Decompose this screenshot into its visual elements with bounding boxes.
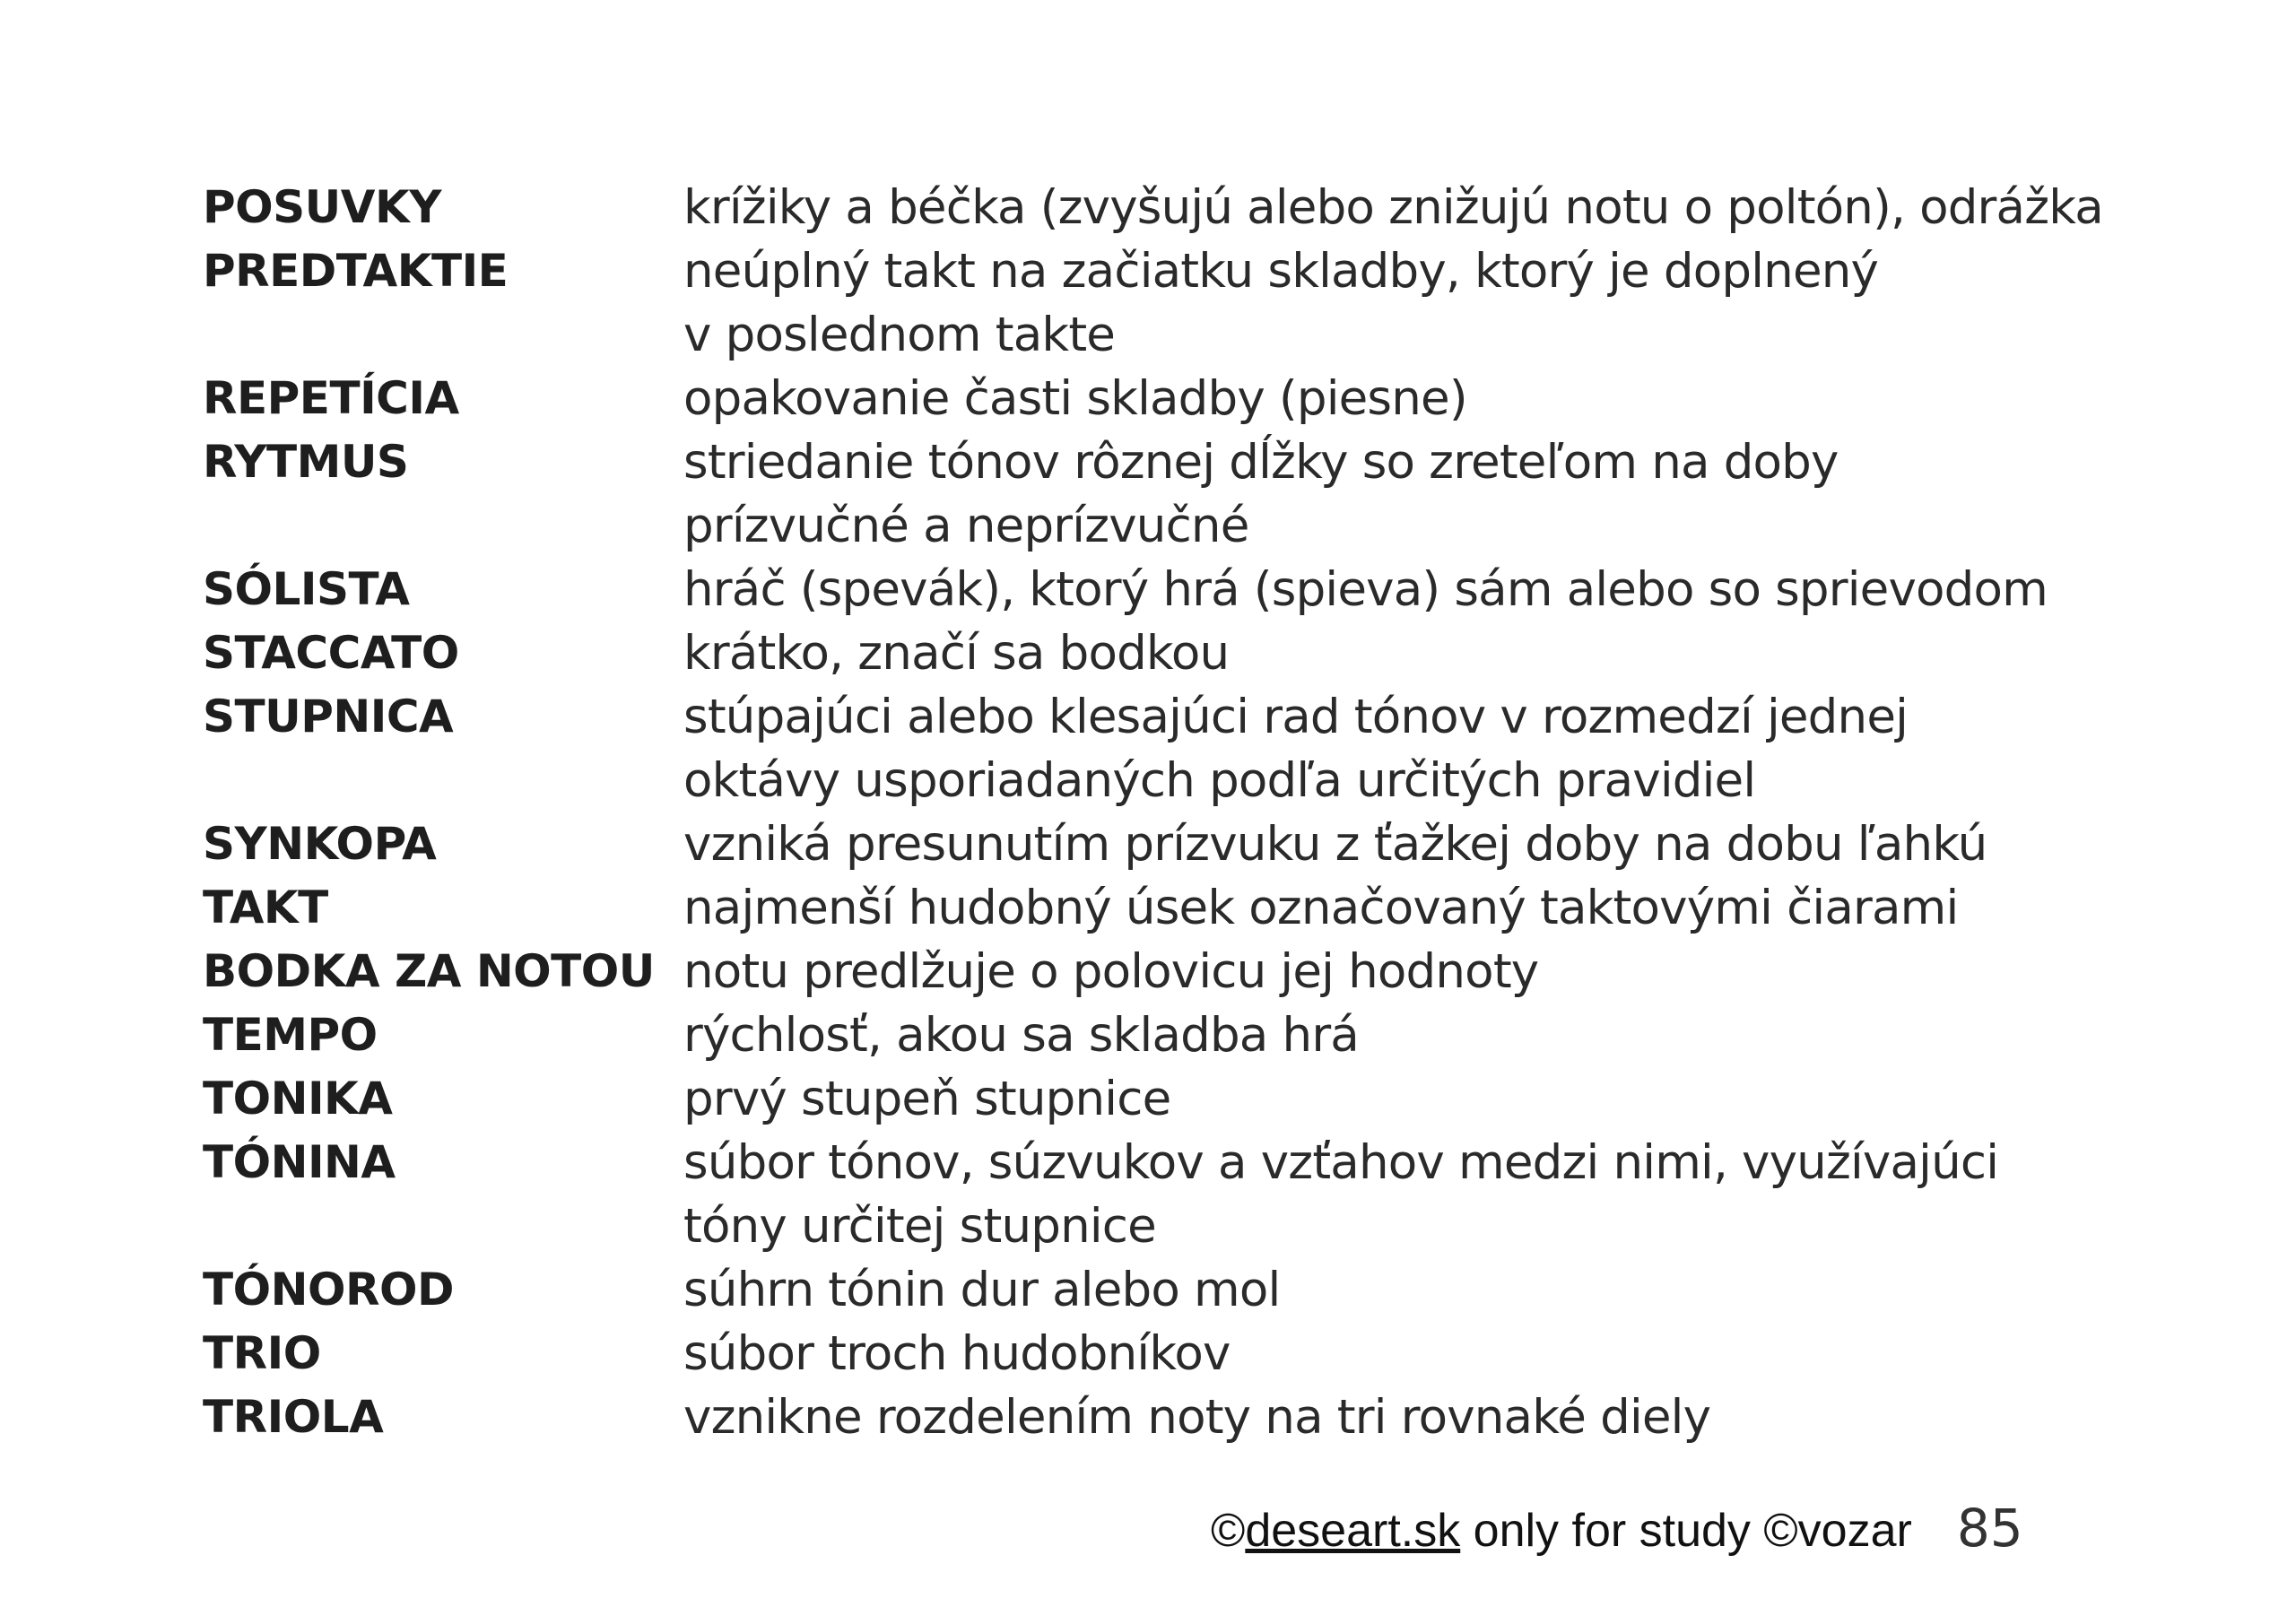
- glossary-definition: [683, 1003, 2176, 1067]
- glossary-entry: [203, 812, 2176, 876]
- glossary-term: SYNKOPA: [203, 818, 437, 870]
- definition-line: prvý stupeň stupnice: [683, 1072, 1171, 1126]
- definition-line: tóny určitej stupnice: [683, 1199, 1156, 1254]
- definition-line: oktávy usporiadaných podľa určitých pravidiel: [683, 753, 1756, 808]
- glossary-entry: [203, 685, 2176, 812]
- glossary-term: BODKA ZA NOTOU: [203, 945, 655, 997]
- glossary-term: RYTMUS: [203, 436, 409, 488]
- glossary-definition: [683, 1385, 2176, 1449]
- glossary-entry: [203, 621, 2176, 685]
- definition-line: najmenší hudobný úsek označovaný taktovými čiarami: [683, 881, 1959, 935]
- glossary-entry: [203, 176, 2176, 239]
- definition-line: v poslednom takte: [683, 308, 1116, 362]
- footer-copyright: [1211, 1504, 1912, 1558]
- definition-line: notu predlžuje o polovicu jej hodnoty: [683, 944, 1539, 999]
- glossary-entry: [203, 367, 2176, 430]
- glossary-entry: [203, 940, 2176, 1003]
- definition-line: striedanie tónov rôznej dĺžky so zreteľom na doby: [683, 435, 1839, 490]
- glossary-term: TAKT: [203, 882, 328, 934]
- glossary-definition: [683, 1131, 2176, 1258]
- definition-line: rýchlosť, akou sa skladba hrá: [683, 1008, 1359, 1063]
- glossary-term: STACCATO: [203, 627, 459, 679]
- glossary-definition: [683, 685, 2176, 812]
- glossary-entry: [203, 1258, 2176, 1322]
- glossary-definition: [683, 876, 2176, 940]
- glossary-term: TONIKA: [203, 1073, 393, 1125]
- glossary-entry: [203, 1003, 2176, 1067]
- source-link[interactable]: deseart.sk: [1245, 1505, 1461, 1557]
- glossary-definition: [683, 430, 2176, 558]
- definition-line: súbor tónov, súzvukov a vzťahov medzi nimi, využívajúci: [683, 1135, 1999, 1190]
- glossary-definition: [683, 940, 2176, 1003]
- definition-line: súhrn tónin dur alebo mol: [683, 1263, 1281, 1317]
- page-footer: [1211, 1498, 2023, 1569]
- glossary-term: STUPNICA: [203, 691, 454, 743]
- glossary-entry: [203, 430, 2176, 558]
- glossary-definition: [683, 1258, 2176, 1322]
- glossary-term: SÓLISTA: [203, 563, 410, 615]
- glossary-entry: [203, 239, 2176, 367]
- glossary-definition: [683, 558, 2176, 621]
- definition-line: opakovanie časti skladby (piesne): [683, 371, 1467, 426]
- definition-line: hráč (spevák), ktorý hrá (spieva) sám alebo so sprievodom: [683, 562, 2048, 617]
- glossary-entry: [203, 1131, 2176, 1258]
- glossary-definition: [683, 239, 2176, 367]
- glossary-entry: [203, 558, 2176, 621]
- definition-line: vznikne rozdelením noty na tri rovnaké diely: [683, 1390, 1711, 1445]
- glossary-term: TEMPO: [203, 1009, 378, 1061]
- glossary-entry: [203, 1385, 2176, 1449]
- glossary-term: TRIOLA: [203, 1391, 384, 1443]
- glossary-term: REPETÍCIA: [203, 372, 459, 424]
- glossary-definition: [683, 812, 2176, 876]
- definition-line: stúpajúci alebo klesajúci rad tónov v rozmedzí jednej: [683, 690, 1909, 744]
- definition-line: krátko, značí sa bodkou: [683, 626, 1230, 681]
- definition-line: súbor troch hudobníkov: [683, 1326, 1231, 1381]
- glossary-definition: [683, 621, 2176, 685]
- glossary-term: POSUVKY: [203, 181, 441, 233]
- glossary-term: TÓNINA: [203, 1136, 396, 1188]
- footer-suffix: only for study ©vozar: [1460, 1505, 1912, 1557]
- page-number: 85: [1956, 1498, 2023, 1559]
- glossary-list: [203, 176, 2176, 1449]
- definition-line: neúplný takt na začiatku skladby, ktorý je doplnený: [683, 244, 1879, 299]
- glossary-term: PREDTAKTIE: [203, 245, 509, 297]
- definition-line: krížiky a béčka (zvyšujú alebo znižujú notu o poltón), odrážka: [683, 180, 2103, 235]
- glossary-term: TÓNOROD: [203, 1264, 454, 1316]
- copyright-prefix: ©: [1211, 1505, 1246, 1557]
- glossary-definition: [683, 367, 2176, 430]
- definition-line: prízvučné a neprízvučné: [683, 499, 1249, 553]
- glossary-entry: [203, 1067, 2176, 1131]
- glossary-entry: [203, 876, 2176, 940]
- glossary-definition: [683, 1322, 2176, 1385]
- glossary-term: TRIO: [203, 1327, 321, 1379]
- glossary-definition: [683, 176, 2176, 239]
- glossary-definition: [683, 1067, 2176, 1131]
- glossary-entry: [203, 1322, 2176, 1385]
- definition-line: vzniká presunutím prízvuku z ťažkej doby na dobu ľahkú: [683, 817, 1987, 872]
